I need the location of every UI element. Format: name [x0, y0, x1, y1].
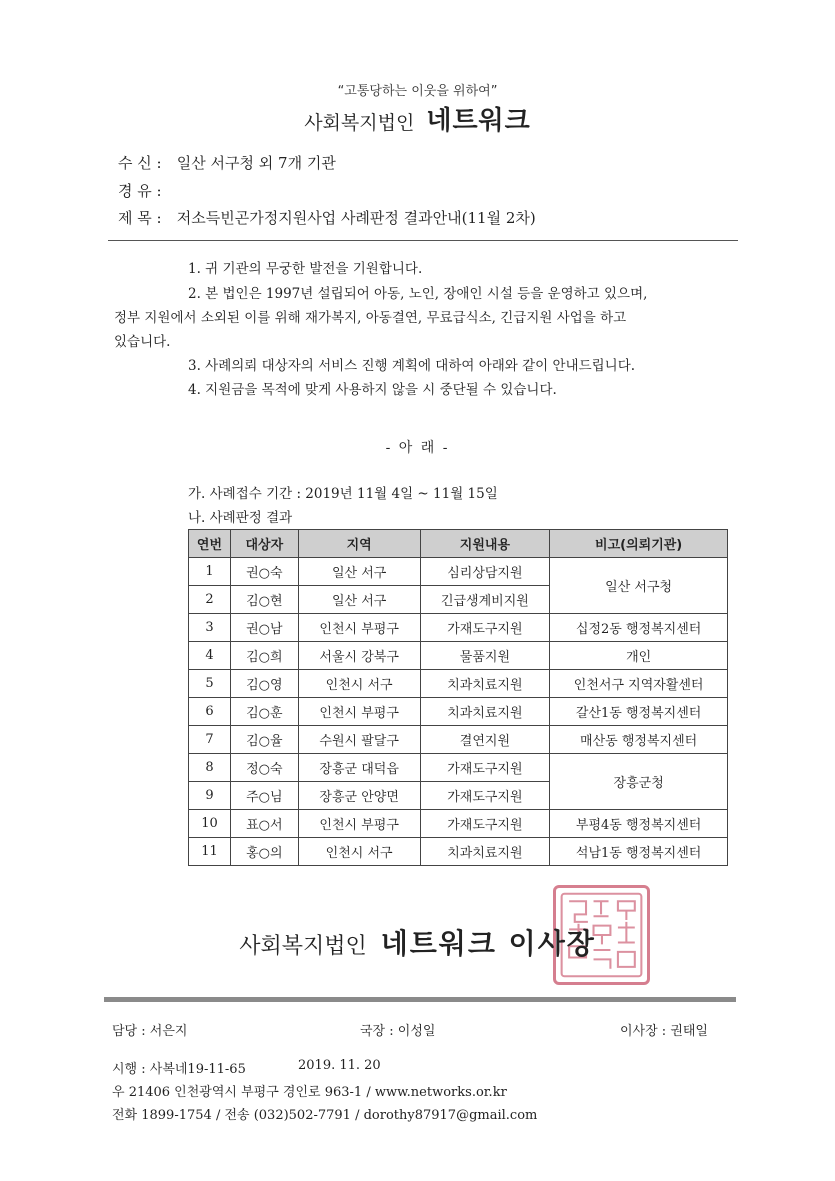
cell-region: 인천시 부평구: [298, 698, 420, 726]
cell-region: 일산 서구: [298, 586, 420, 614]
cell-note-merged: 일산 서구청: [550, 558, 728, 614]
col-header-no: 연번: [189, 530, 231, 558]
signature-prefix: 사회복지법인: [239, 934, 367, 959]
cell-note: 십정2동 행정복지센터: [550, 614, 728, 642]
cell-no: 8: [189, 754, 231, 782]
cell-person: 주○님: [230, 782, 298, 810]
table-row: [189, 670, 728, 698]
cell-region: 수원시 팔달구: [298, 726, 420, 754]
cell-no: 2: [189, 586, 231, 614]
cell-no: 6: [189, 698, 231, 726]
cell-note: 인천서구 지역자활센터: [550, 670, 728, 698]
table-row: [189, 614, 728, 642]
cell-support: 결연지원: [420, 726, 550, 754]
table-row: [189, 642, 728, 670]
cell-region: 인천시 서구: [298, 670, 420, 698]
paragraph-2-cont: 정부 지원에서 소외된 이를 위해 재가복지, 아동결연, 무료급식소, 긴급지원 사업을 하고: [114, 310, 627, 326]
cell-no: 1: [189, 558, 231, 586]
table-header-row: [189, 530, 728, 558]
paragraph-2: 2. 본 법인은 1997년 설립되어 아동, 노인, 장애인 시설 등을 운영하고 있으며,: [188, 286, 648, 302]
cell-support: 치과치료지원: [420, 838, 550, 866]
paragraph-3: 3. 사례의뢰 대상자의 서비스 진행 계획에 대하여 아래와 같이 안내드립니다.: [188, 358, 636, 374]
paragraph-4: 4. 지원금을 목적에 맞게 사용하지 않을 시 중단될 수 있습니다.: [188, 382, 557, 398]
cell-support: 가재도구지원: [420, 754, 550, 782]
cell-person: 김○현: [230, 586, 298, 614]
cell-no: 7: [189, 726, 231, 754]
cell-no: 4: [189, 642, 231, 670]
org-prefix: 사회복지법인: [304, 112, 415, 134]
cell-note: 매산동 행정복지센터: [550, 726, 728, 754]
cell-support: 치과치료지원: [420, 670, 550, 698]
motto: “고통당하는 이웃을 위하여”: [337, 84, 498, 99]
results-table: [188, 529, 728, 866]
cell-no: 10: [189, 810, 231, 838]
col-header-person: 대상자: [230, 530, 298, 558]
section-results: 나. 사례판정 결과: [188, 510, 293, 526]
cell-note: 갈산1동 행정복지센터: [550, 698, 728, 726]
paragraph-1: 1. 귀 기관의 무궁한 발전을 기원합니다.: [188, 261, 423, 277]
cell-no: 9: [189, 782, 231, 810]
cell-region: 서울시 강북구: [298, 642, 420, 670]
subject-label: 제 목 :: [118, 209, 162, 227]
cell-support: 가재도구지원: [420, 614, 550, 642]
cell-note: 석남1동 행정복지센터: [550, 838, 728, 866]
cell-region: 일산 서구: [298, 558, 420, 586]
cell-region: 인천시 서구: [298, 838, 420, 866]
org-title: [0, 100, 835, 137]
cell-note: 부평4동 행정복지센터: [550, 810, 728, 838]
recipient-label: 수 신 :: [118, 154, 162, 172]
cell-support: 긴급생계비지원: [420, 586, 550, 614]
document-number: 시행 : 사복네19-11-65: [112, 1062, 246, 1077]
cell-support: 심리상담지원: [420, 558, 550, 586]
contact-line: 전화 1899-1754 / 전송 (032)502-7791 / dorothy87917@gmail.com: [112, 1108, 538, 1123]
org-name: 네트워크: [426, 106, 531, 136]
col-header-note: 비고(의뢰기관): [550, 530, 728, 558]
table-row: [189, 698, 728, 726]
signature-name: 네트워크 이사장: [380, 927, 596, 960]
director-field: 국장 : 이성일: [360, 1024, 436, 1039]
cell-region: 인천시 부평구: [298, 810, 420, 838]
cell-person: 정○숙: [230, 754, 298, 782]
header-divider: [108, 240, 738, 241]
subject-value: 저소득빈곤가정지원사업 사례판정 결과안내(11월 2차): [176, 209, 536, 227]
cell-support: 가재도구지원: [420, 782, 550, 810]
subject-line: [118, 207, 536, 228]
manager-field: 담당 : 서은지: [112, 1024, 188, 1039]
footer-divider: [104, 997, 736, 1002]
cell-note: 개인: [550, 642, 728, 670]
table-row: [189, 810, 728, 838]
recipient-line: [118, 152, 336, 173]
table-row: [189, 838, 728, 866]
cell-support: 가재도구지원: [420, 810, 550, 838]
table-row: [189, 558, 728, 586]
table-row: [189, 726, 728, 754]
cell-region: 장흥군 안양면: [298, 782, 420, 810]
cell-no: 3: [189, 614, 231, 642]
cell-no: 5: [189, 670, 231, 698]
paragraph-2-end: 있습니다.: [114, 334, 171, 350]
cell-region: 인천시 부평구: [298, 614, 420, 642]
section-period: 가. 사례접수 기간 : 2019년 11월 4일 ~ 11월 15일: [188, 486, 498, 502]
document-date: 2019. 11. 20: [298, 1058, 381, 1073]
cell-region: 장흥군 대덕읍: [298, 754, 420, 782]
cell-support: 치과치료지원: [420, 698, 550, 726]
cell-note-merged: 장흥군청: [550, 754, 728, 810]
notice-heading: - 아 래 -: [385, 440, 450, 456]
cell-support: 물품지원: [420, 642, 550, 670]
cell-person: 권○남: [230, 614, 298, 642]
cell-person: 홍○의: [230, 838, 298, 866]
col-header-region: 지역: [298, 530, 420, 558]
signature-line: [0, 922, 835, 962]
cell-person: 권○숙: [230, 558, 298, 586]
cell-person: 김○훈: [230, 698, 298, 726]
via-label: 경 유 :: [118, 182, 162, 200]
cell-person: 김○희: [230, 642, 298, 670]
col-header-support: 지원내용: [420, 530, 550, 558]
cell-person: 표○서: [230, 810, 298, 838]
chairman-field: 이사장 : 권태일: [620, 1024, 708, 1039]
address-line: 우 21406 인천광역시 부평구 경인로 963-1 / www.networks.or.kr: [112, 1085, 507, 1100]
recipient-value: 일산 서구청 외 7개 기관: [176, 154, 336, 172]
cell-person: 김○영: [230, 670, 298, 698]
cell-person: 김○율: [230, 726, 298, 754]
table-row: [189, 754, 728, 782]
via-line: [118, 180, 172, 201]
cell-no: 11: [189, 838, 231, 866]
